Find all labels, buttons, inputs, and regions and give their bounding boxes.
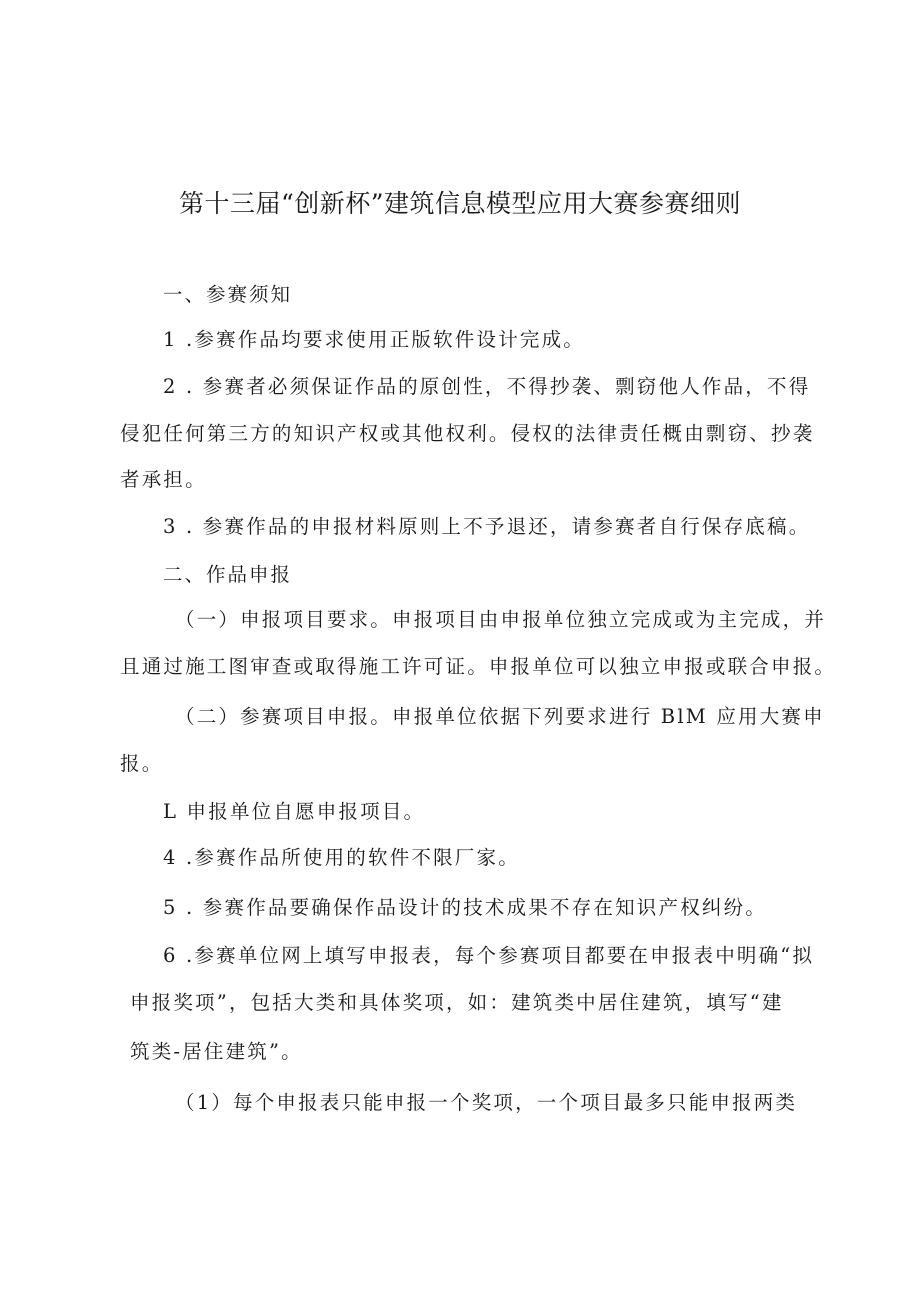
section-heading-submission: 二、作品申报 xyxy=(163,563,293,586)
paragraph-line: 筑类-居住建筑”。 xyxy=(130,1040,303,1063)
paragraph-line: 2 . 参赛者必须保证作品的原创性，不得抄袭、剽窃他人作品，不得 xyxy=(163,375,811,398)
paragraph-line: 5 . 参赛作品要确保作品设计的技术成果不存在知识产权纠纷。 xyxy=(163,896,768,919)
paragraph-line: （一）申报项目要求。申报项目由申报单位独立完成或为主完成，并 xyxy=(175,608,827,631)
paragraph-line: 侵犯任何第三方的知识产权或其他权利。侵权的法律责任概由剽窃、抄袭 xyxy=(120,422,815,445)
paragraph-line: 1 .参赛作品均要求使用正版软件设计完成。 xyxy=(163,328,586,351)
section-heading-notice: 一、参赛须知 xyxy=(163,283,293,306)
paragraph-line: 3 . 参赛作品的申报材料原则上不予退还，请参赛者自行保存底稿。 xyxy=(163,515,811,538)
paragraph-line: 报。 xyxy=(120,752,164,775)
paragraph-line: 者承担。 xyxy=(120,468,207,491)
paragraph-line: 申报奖项”，包括大类和具体奖项，如：建筑类中居住建筑，填写“建 xyxy=(130,991,784,1014)
paragraph-line: （二）参赛项目申报。申报单位依据下列要求进行 BlM 应用大赛申 xyxy=(175,705,825,728)
paragraph-line: 4 .参赛作品所使用的软件不限厂家。 xyxy=(163,846,520,869)
paragraph-line: （1）每个申报表只能申报一个奖项，一个项目最多只能申报两类 xyxy=(175,1091,798,1114)
paragraph-line: L 申报单位自愿申报项目。 xyxy=(163,800,426,823)
paragraph-line: 且通过施工图审查或取得施工许可证。申报单位可以独立申报或联合申报。 xyxy=(120,655,837,678)
document-title: 第十三届“创新杯”建筑信息模型应用大赛参赛细则 xyxy=(178,189,742,218)
paragraph-line: 6 .参赛单位网上填写申报表，每个参赛项目都要在申报表中明确“拟 xyxy=(163,944,815,967)
